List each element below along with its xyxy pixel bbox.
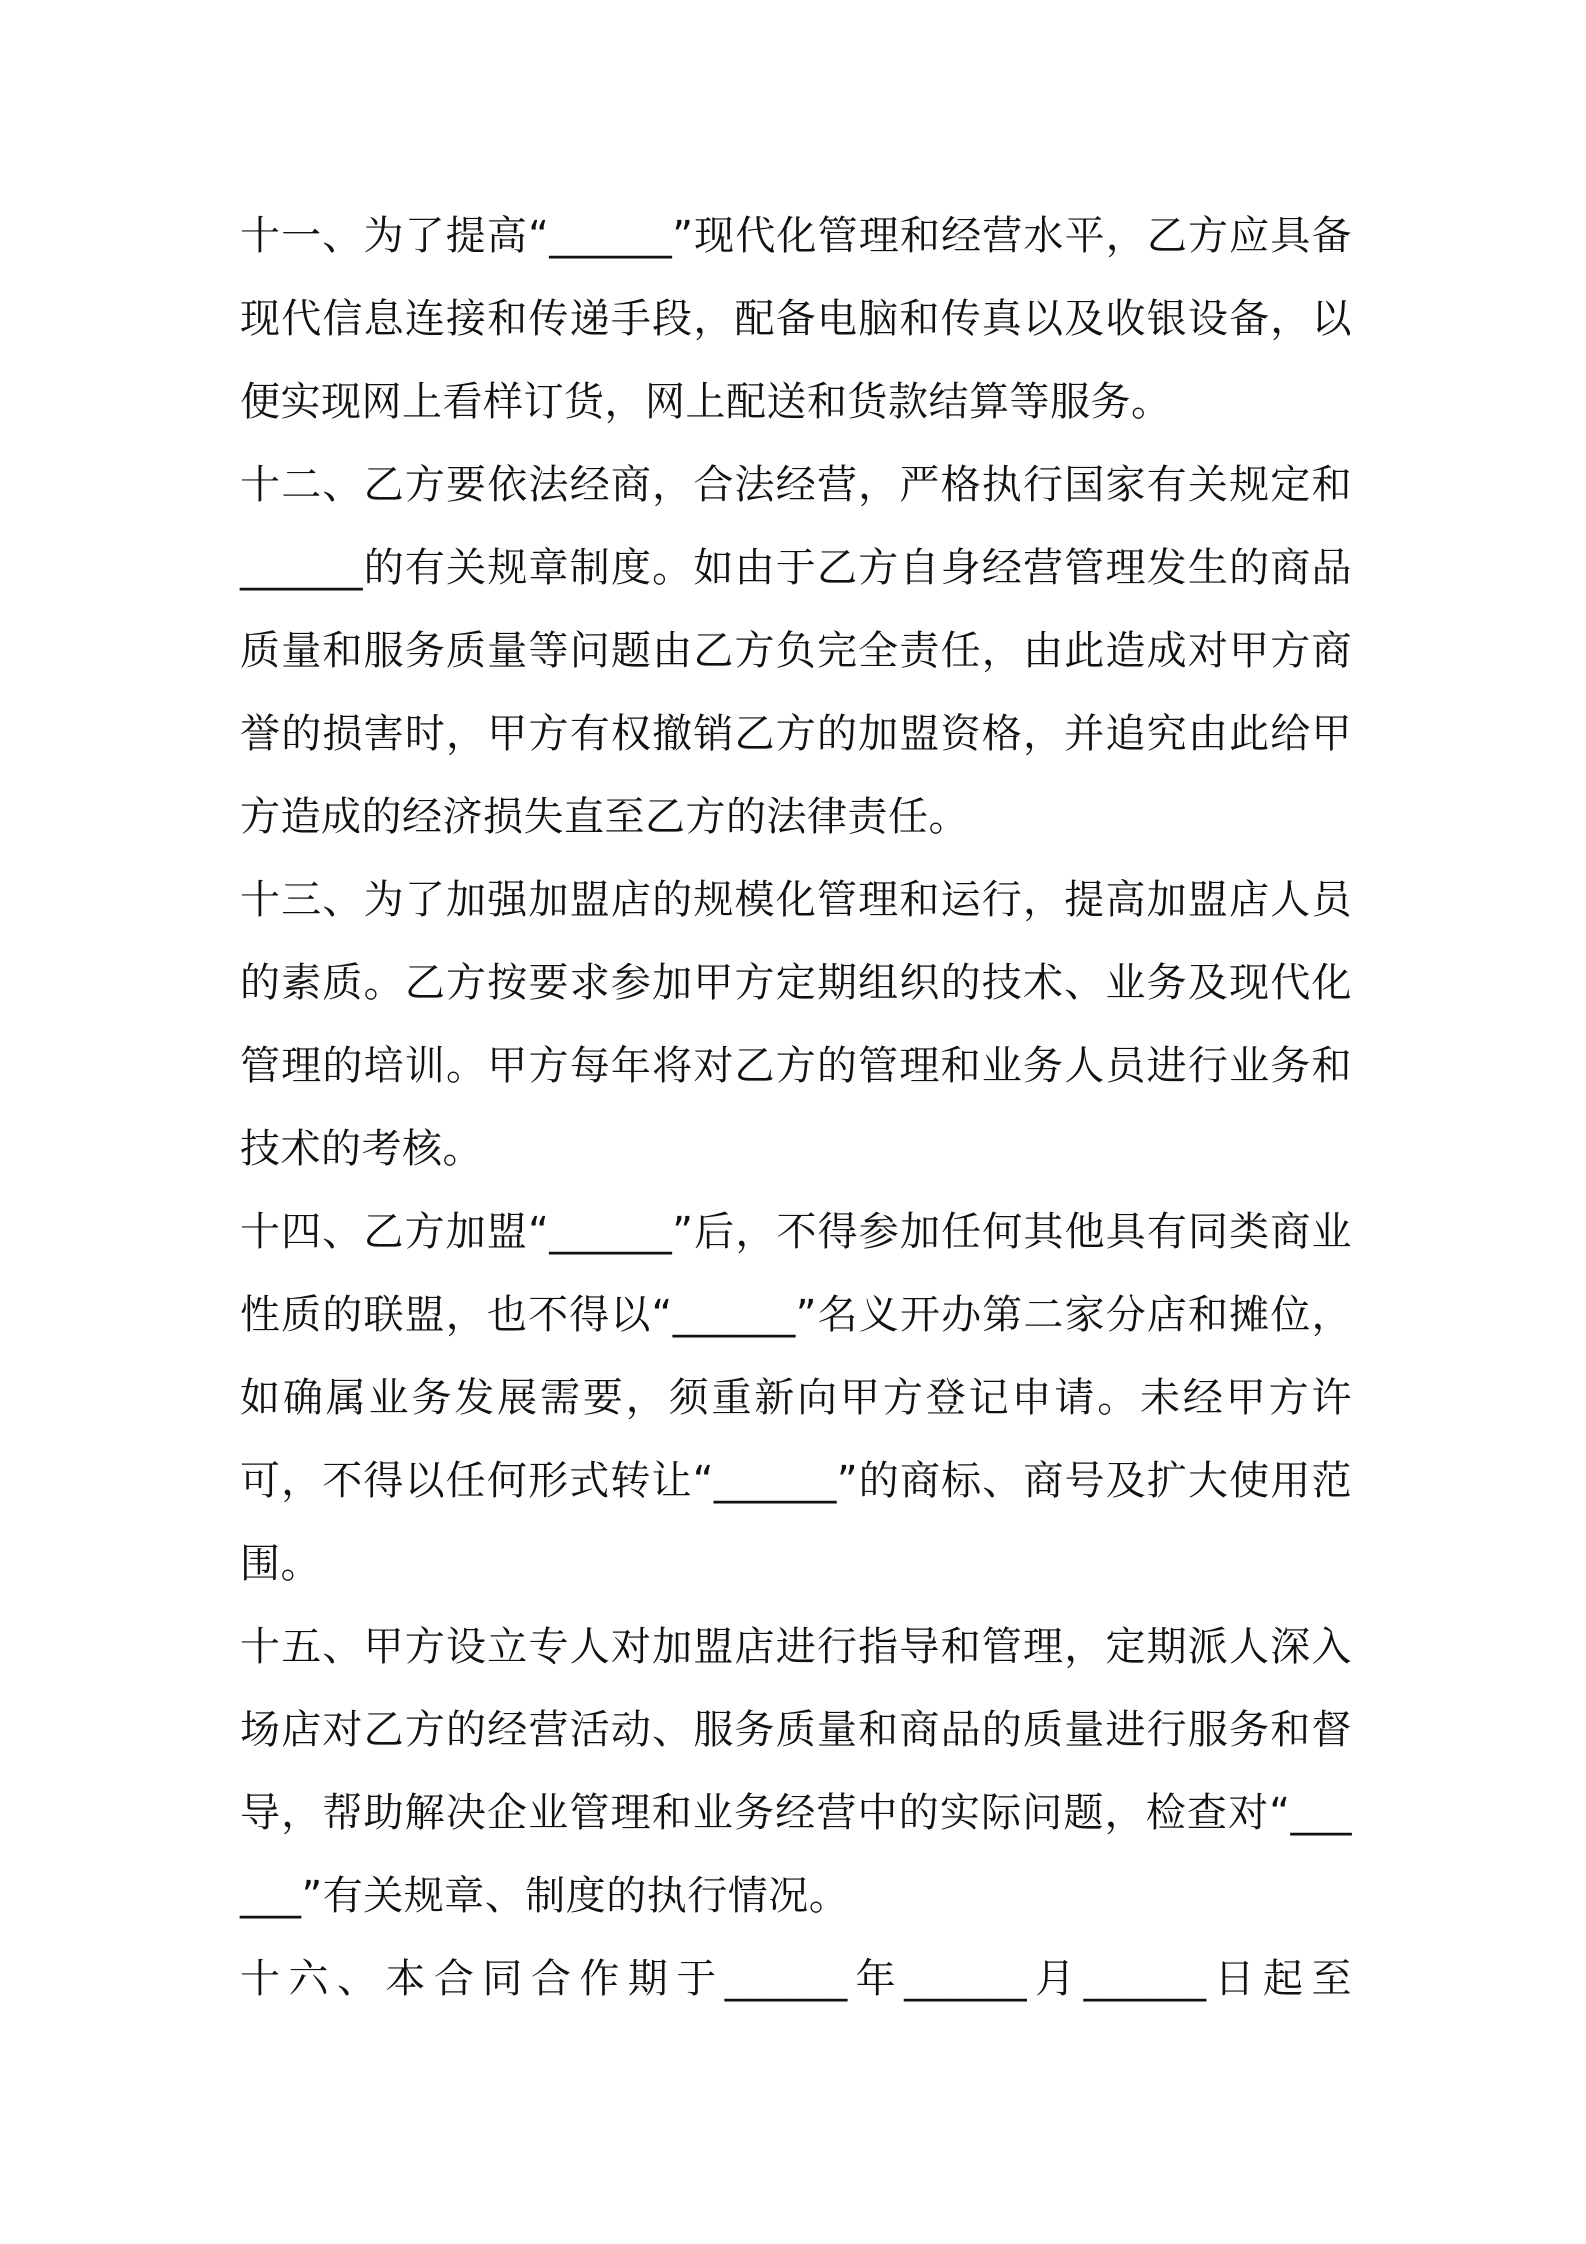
- clause-13: 十三、为了加强加盟店的规模化管理和运行，提高加盟店人员的素质。乙方按要求参加甲方定期组织的技术、业务及现代化管理的培训。甲方每年将对乙方的管理和业务人员进行业务和技术的考核。: [240, 877, 1352, 1172]
- clause-15: 十五、甲方设立专人对加盟店进行指导和管理，定期派人深入场店对乙方的经营活动、服务质量和商品的质量进行服务和督导，帮助解决企业管理和业务经营中的实际问题，检查对“______”有关规章、制度的执行情况。: [240, 1624, 1352, 1919]
- clause-16: 十六、本合同合作期于______年______月______日起至: [240, 1956, 1352, 2002]
- clause-14: 十四、乙方加盟“______”后，不得参加任何其他具有同类商业性质的联盟，也不得以“______”名义开办第二家分店和摊位，如确属业务发展需要，须重新向甲方登记申请。未经甲方许可，不得以任何形式转让“______”的商标、商号及扩大使用范围。: [240, 1209, 1352, 1587]
- contract-body: [240, 195, 1352, 2021]
- clause-11: 十一、为了提高“______”现代化管理和经营水平，乙方应具备现代信息连接和传递手段，配备电脑和传真以及收银设备，以便实现网上看样订货，网上配送和货款结算等服务。: [240, 213, 1352, 425]
- clause-12: 十二、乙方要依法经商，合法经营，严格执行国家有关规定和______的有关规章制度。如由于乙方自身经营管理发生的商品质量和服务质量等问题由乙方负完全责任，由此造成对甲方商誉的损害时，甲方有权撤销乙方的加盟资格，并追究由此给甲方造成的经济损失直至乙方的法律责任。: [240, 462, 1352, 840]
